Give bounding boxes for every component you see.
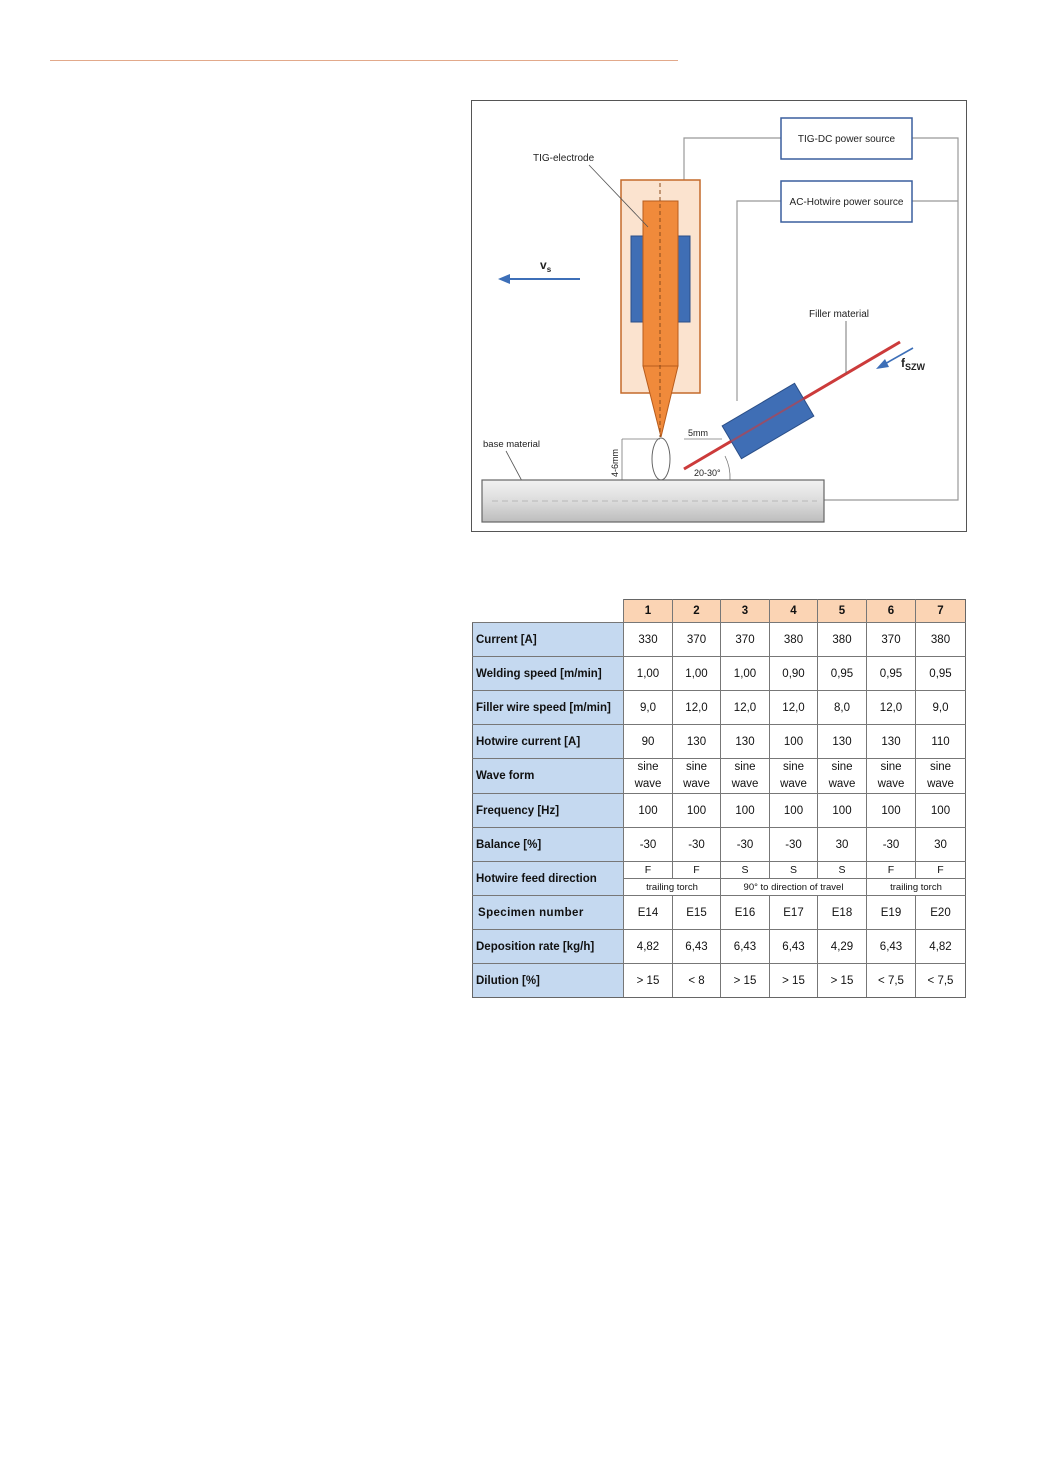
table-cell: 100 bbox=[624, 794, 673, 828]
table-cell: -30 bbox=[624, 828, 673, 862]
table-cell: F bbox=[624, 862, 673, 879]
table-cell: 0,95 bbox=[916, 657, 966, 691]
table-cell: E14 bbox=[624, 896, 673, 930]
column-header: 4 bbox=[770, 600, 818, 623]
table-cell: 6,43 bbox=[770, 930, 818, 964]
table-cell bbox=[624, 759, 673, 794]
table-header-row bbox=[473, 600, 966, 623]
table-cell: 12,0 bbox=[770, 691, 818, 725]
table-cell: 30 bbox=[916, 828, 966, 862]
table-cell: 8,0 bbox=[818, 691, 867, 725]
table-cell: 370 bbox=[721, 623, 770, 657]
filler-feed-arrowhead bbox=[876, 359, 889, 369]
wave-line2: wave bbox=[780, 778, 807, 790]
table-corner bbox=[473, 600, 624, 623]
row-label: Filler wire speed [m/min] bbox=[473, 691, 624, 725]
table-cell: 4,82 bbox=[916, 930, 966, 964]
table-cell bbox=[818, 759, 867, 794]
table-row bbox=[473, 896, 966, 930]
row-label: Current [A] bbox=[473, 623, 624, 657]
tig-dc-label: TIG-DC power source bbox=[797, 134, 896, 145]
table-cell: 12,0 bbox=[721, 691, 770, 725]
feed-group-cell: trailing torch bbox=[624, 879, 721, 896]
ac-hotwire-label: AC-Hotwire power source bbox=[789, 197, 904, 208]
table-row bbox=[473, 794, 966, 828]
row-label: Hotwire feed direction bbox=[473, 862, 624, 896]
row-label: Balance [%] bbox=[473, 828, 624, 862]
table-cell: 1,00 bbox=[673, 657, 721, 691]
row-label: Deposition rate [kg/h] bbox=[473, 930, 624, 964]
table-cell: 12,0 bbox=[673, 691, 721, 725]
table-cell: 370 bbox=[867, 623, 916, 657]
wave-line2: wave bbox=[731, 778, 759, 790]
table-cell: 100 bbox=[867, 794, 916, 828]
table-cell: 100 bbox=[770, 794, 818, 828]
table-cell: E20 bbox=[916, 896, 966, 930]
wave-line1: sine bbox=[929, 761, 952, 773]
wave-line1: sine bbox=[637, 761, 659, 773]
table-cell: 90 bbox=[624, 725, 673, 759]
table-cell: S bbox=[818, 862, 867, 879]
table-cell: E17 bbox=[770, 896, 818, 930]
table-cell: 100 bbox=[818, 794, 867, 828]
travel-direction-arrowhead bbox=[498, 274, 510, 284]
wave-line1: sine bbox=[685, 761, 708, 773]
dim-46mm-label: 4-6mm bbox=[610, 448, 620, 477]
table-cell: E16 bbox=[721, 896, 770, 930]
table-cell: < 7,5 bbox=[867, 964, 916, 998]
table-row bbox=[473, 759, 966, 794]
wave-line2: wave bbox=[828, 778, 856, 790]
base-material-leader bbox=[506, 451, 522, 481]
top-rule bbox=[50, 60, 678, 61]
table-cell: > 15 bbox=[770, 964, 818, 998]
column-header: 3 bbox=[721, 600, 770, 623]
table-cell: 130 bbox=[673, 725, 721, 759]
wave-line2: wave bbox=[877, 778, 905, 790]
table-cell: 370 bbox=[673, 623, 721, 657]
filler-material-label: Filler material bbox=[809, 309, 870, 320]
table-cell: 130 bbox=[867, 725, 916, 759]
table-row bbox=[473, 930, 966, 964]
table-cell: E18 bbox=[818, 896, 867, 930]
table-cell bbox=[673, 759, 721, 794]
wave-line2: wave bbox=[927, 778, 954, 790]
table-row bbox=[473, 691, 966, 725]
table-cell: 6,43 bbox=[867, 930, 916, 964]
table-cell: 6,43 bbox=[673, 930, 721, 964]
table-row bbox=[473, 964, 966, 998]
table-cell: 9,0 bbox=[916, 691, 966, 725]
table-cell: 380 bbox=[818, 623, 867, 657]
table-cell: 4,29 bbox=[818, 930, 867, 964]
parameter-table bbox=[472, 599, 966, 998]
welding-arc bbox=[652, 438, 670, 480]
torch-coil-left bbox=[631, 236, 643, 322]
filler-speed-label: $f_{SZW}$ bbox=[901, 356, 925, 372]
table-row bbox=[473, 828, 966, 862]
torch-coil-right bbox=[678, 236, 690, 322]
column-header: 1 bbox=[624, 600, 673, 623]
wave-line1: sine bbox=[782, 761, 805, 773]
filler-wire-through bbox=[684, 342, 900, 469]
row-label: Specimen number bbox=[473, 896, 624, 930]
welding-setup-figure bbox=[471, 100, 967, 532]
hotwire-torch-block bbox=[722, 383, 814, 458]
base-material-label: base material bbox=[483, 439, 541, 450]
table-cell: E19 bbox=[867, 896, 916, 930]
table-cell: 4,82 bbox=[624, 930, 673, 964]
wave-line1: sine bbox=[880, 761, 902, 773]
feed-group-cell: 90° to direction of travel bbox=[721, 879, 867, 896]
row-label: Hotwire current [A] bbox=[473, 725, 624, 759]
column-header: 6 bbox=[867, 600, 916, 623]
table-cell: 100 bbox=[721, 794, 770, 828]
table-cell: 130 bbox=[721, 725, 770, 759]
table-cell: 330 bbox=[624, 623, 673, 657]
table-cell: < 7,5 bbox=[916, 964, 966, 998]
column-header: 5 bbox=[818, 600, 867, 623]
table-cell: 100 bbox=[673, 794, 721, 828]
table-cell: 110 bbox=[916, 725, 966, 759]
table-cell: 12,0 bbox=[867, 691, 916, 725]
table-cell: 0,90 bbox=[770, 657, 818, 691]
table-cell: 100 bbox=[916, 794, 966, 828]
travel-speed-label: $v_s$ bbox=[540, 258, 552, 274]
table-cell: E15 bbox=[673, 896, 721, 930]
table-cell: F bbox=[867, 862, 916, 879]
tig-electrode-label: TIG-electrode bbox=[533, 153, 595, 164]
table-cell bbox=[916, 759, 966, 794]
table-cell: S bbox=[770, 862, 818, 879]
column-header: 2 bbox=[673, 600, 721, 623]
table-cell: -30 bbox=[867, 828, 916, 862]
table-row bbox=[473, 623, 966, 657]
table-cell: F bbox=[673, 862, 721, 879]
table-cell: < 8 bbox=[673, 964, 721, 998]
angle-label: 20-30° bbox=[694, 468, 721, 478]
table-cell: 1,00 bbox=[624, 657, 673, 691]
row-label: Dilution [%] bbox=[473, 964, 624, 998]
dim-5mm-label: 5mm bbox=[688, 428, 708, 438]
table-row bbox=[473, 725, 966, 759]
table-cell: 1,00 bbox=[721, 657, 770, 691]
table-cell: 380 bbox=[916, 623, 966, 657]
table-cell bbox=[721, 759, 770, 794]
table-cell: -30 bbox=[673, 828, 721, 862]
wave-line2: wave bbox=[683, 778, 710, 790]
row-label: Frequency [Hz] bbox=[473, 794, 624, 828]
wave-line1: sine bbox=[831, 761, 853, 773]
angle-arc bbox=[725, 456, 730, 480]
table-cell: 30 bbox=[818, 828, 867, 862]
row-label: Wave form bbox=[473, 759, 624, 794]
table-cell bbox=[867, 759, 916, 794]
feed-group-cell: trailing torch bbox=[867, 879, 966, 896]
column-header: 7 bbox=[916, 600, 966, 623]
table-cell: 9,0 bbox=[624, 691, 673, 725]
wave-line2: wave bbox=[634, 778, 662, 790]
table-cell: 100 bbox=[770, 725, 818, 759]
table-cell: -30 bbox=[770, 828, 818, 862]
table-cell bbox=[770, 759, 818, 794]
row-label: Welding speed [m/min] bbox=[473, 657, 624, 691]
table-cell: > 15 bbox=[721, 964, 770, 998]
table-cell: S bbox=[721, 862, 770, 879]
table-cell: > 15 bbox=[818, 964, 867, 998]
table-cell: 130 bbox=[818, 725, 867, 759]
table-cell: > 15 bbox=[624, 964, 673, 998]
table-row bbox=[473, 862, 966, 879]
table-row bbox=[473, 657, 966, 691]
table-cell: 0,95 bbox=[818, 657, 867, 691]
table-cell: 380 bbox=[770, 623, 818, 657]
table-cell: 0,95 bbox=[867, 657, 916, 691]
wave-line1: sine bbox=[734, 761, 756, 773]
table-cell: 6,43 bbox=[721, 930, 770, 964]
table-cell: -30 bbox=[721, 828, 770, 862]
welding-setup-diagram bbox=[472, 101, 968, 533]
table-cell: F bbox=[916, 862, 966, 879]
